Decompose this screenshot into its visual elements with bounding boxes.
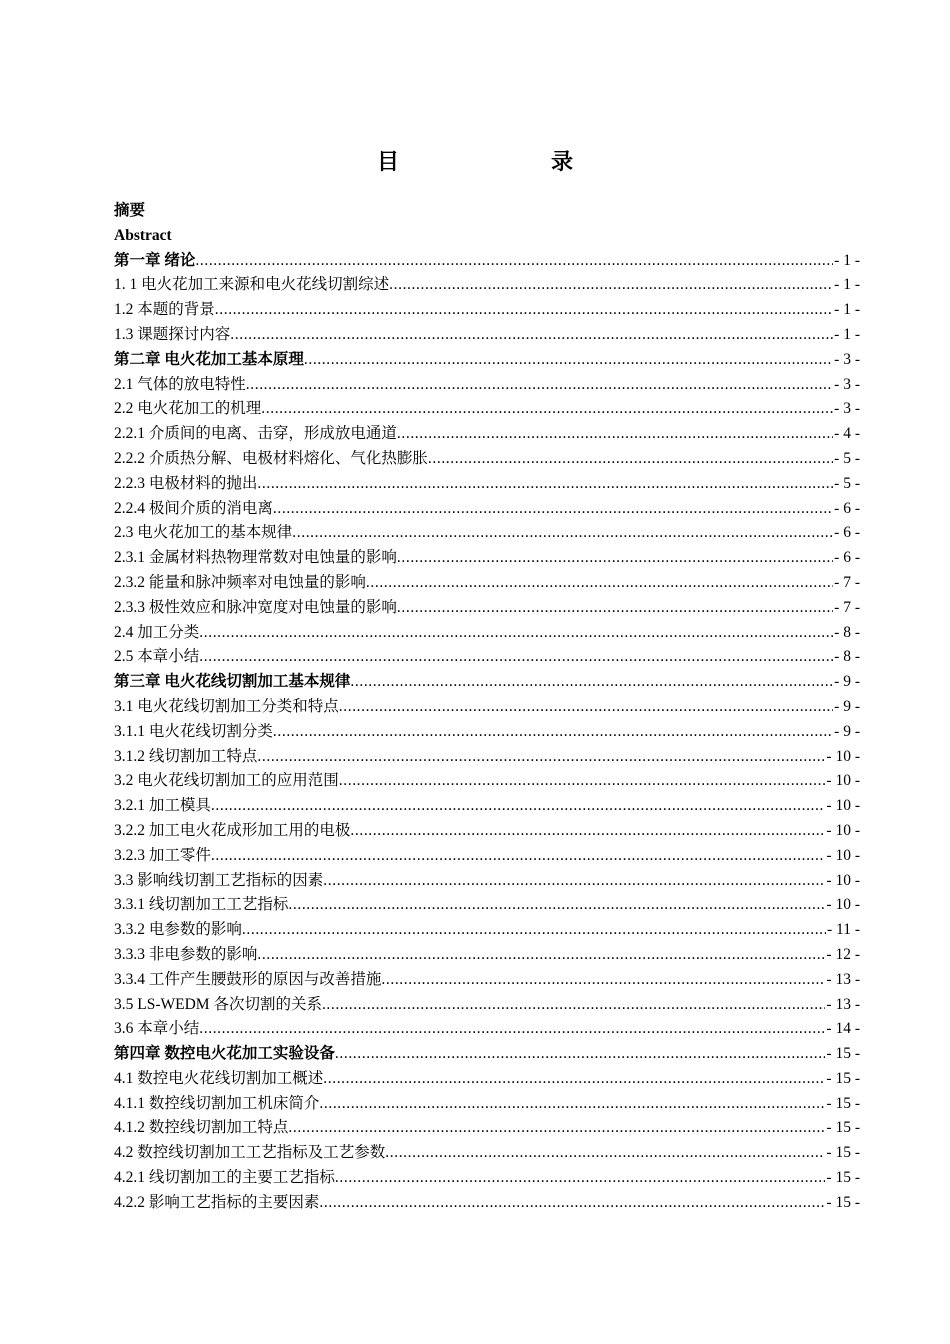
- toc-entry-text: 2.2.3 电极材料的抛出: [114, 474, 258, 492]
- toc-page-number: - 4 -: [834, 425, 860, 443]
- toc-entry-text: 3.3.3 非电参数的影响: [114, 945, 258, 963]
- toc-leader-dots: [323, 869, 825, 894]
- toc-entry[interactable]: [114, 546, 860, 571]
- toc-page-number: - 8 -: [834, 648, 860, 666]
- toc-leader-dots: [199, 621, 833, 646]
- toc-entry-text: 3.5 LS-WEDM 各次切割的关系: [114, 995, 322, 1013]
- toc-entry[interactable]: [114, 943, 860, 968]
- toc-page-number: - 10 -: [826, 896, 860, 914]
- toc-entry[interactable]: [114, 1116, 860, 1141]
- toc-leader-dots: [350, 819, 825, 844]
- toc-leader-dots: [215, 298, 833, 323]
- toc-entry-text: 2.2.1 介质间的电离、击穿，形成放电通道: [114, 425, 397, 443]
- toc-entry-text: 3.2.2 加工电火花成形加工用的电极: [114, 821, 351, 839]
- toc-entry[interactable]: [114, 447, 860, 472]
- toc-entry[interactable]: [114, 596, 860, 621]
- toc-entry[interactable]: [114, 794, 860, 819]
- toc-entry[interactable]: [114, 1092, 860, 1117]
- toc-entry[interactable]: [114, 1141, 860, 1166]
- toc-page-number: - 9 -: [834, 697, 860, 715]
- toc-leader-dots: [381, 968, 825, 993]
- toc-entry[interactable]: [114, 273, 860, 298]
- toc-page-number: - 15 -: [826, 1144, 860, 1162]
- toc-page-number: - 15 -: [826, 1193, 860, 1211]
- toc-page-number: - 12 -: [826, 945, 860, 963]
- toc-leader-dots: [304, 348, 833, 373]
- toc-entry[interactable]: [114, 844, 860, 869]
- toc-page-number: - 11 -: [827, 921, 860, 939]
- toc-entry-text: 4.1.1 数控线切割加工机床简介: [114, 1094, 320, 1112]
- toc-entry-text: 3.1 电火花线切割加工分类和特点: [114, 697, 339, 715]
- toc-page-number: - 6 -: [834, 524, 860, 542]
- toc-leader-dots: [257, 472, 833, 497]
- toc-leader-dots: [335, 1166, 826, 1191]
- toc-entry[interactable]: [114, 323, 860, 348]
- toc-page-number: - 15 -: [826, 1045, 860, 1063]
- toc-page-number: - 13 -: [826, 970, 860, 988]
- toc-page-number: - 1 -: [834, 251, 860, 269]
- toc-page-number: - 1 -: [834, 276, 860, 294]
- toc-entry-text: 第三章 电火花线切割加工基本规律: [114, 673, 351, 691]
- toc-entry-text: 3.1.2 线切割加工特点: [114, 747, 258, 765]
- toc-leader-dots: [322, 993, 825, 1018]
- toc-leader-dots: [397, 422, 833, 447]
- toc-entry[interactable]: [114, 1017, 860, 1042]
- toc-entry-text: 2.4 加工分类: [114, 623, 200, 641]
- toc-entry[interactable]: [114, 869, 860, 894]
- toc-entry-text: 第四章 数控电火花加工实验设备: [114, 1045, 335, 1063]
- toc-entry[interactable]: [114, 720, 860, 745]
- toc-entry-text: 2.3 电火花加工的基本规律: [114, 524, 293, 542]
- toc-page-number: - 1 -: [834, 301, 860, 319]
- toc-entry-text: 3.3 影响线切割工艺指标的因素: [114, 871, 324, 889]
- toc-leader-dots: [230, 323, 833, 348]
- toc-entry-text: 第一章 绪论: [114, 251, 196, 269]
- toc-leader-dots: [335, 1042, 826, 1067]
- toc-entry[interactable]: [114, 497, 860, 522]
- toc-leader-dots: [428, 447, 833, 472]
- toc-leader-dots: [339, 769, 826, 794]
- toc-entry[interactable]: [114, 993, 860, 1018]
- toc-leader-dots: [246, 373, 833, 398]
- toc-page-number: - 9 -: [834, 722, 860, 740]
- toc-title: 目 录: [376, 149, 609, 174]
- toc-entry[interactable]: [114, 670, 860, 695]
- toc-page-number: - 15 -: [826, 1094, 860, 1112]
- toc-leader-dots: [350, 670, 833, 695]
- toc-entry[interactable]: [114, 472, 860, 497]
- toc-entry-text: 3.3.4 工件产生腰鼓形的原因与改善措施: [114, 970, 382, 988]
- toc-page-number: - 10 -: [826, 797, 860, 815]
- toc-entry-text: 2.2 电火花加工的机理: [114, 400, 262, 418]
- toc-entry[interactable]: [114, 1067, 860, 1092]
- toc-leader-dots: [273, 720, 833, 745]
- toc-entry[interactable]: [114, 918, 860, 943]
- toc-leader-dots: [199, 645, 833, 670]
- toc-entry-text: 4.1.2 数控线切割加工特点: [114, 1119, 289, 1137]
- toc-page-number: - 13 -: [826, 995, 860, 1013]
- toc-entry-text: 2.5 本章小结: [114, 648, 200, 666]
- toc-page-number: - 7 -: [834, 598, 860, 616]
- toc-page-number: - 5 -: [834, 449, 860, 467]
- toc-page-number: - 6 -: [834, 549, 860, 567]
- toc-page-number: - 10 -: [826, 821, 860, 839]
- toc-leader-dots: [339, 695, 833, 720]
- toc-entry-text: 3.1.1 电火花线切割分类: [114, 722, 273, 740]
- toc-page-number: - 7 -: [834, 573, 860, 591]
- toc-entry-text: 4.2.1 线切割加工的主要工艺指标: [114, 1169, 335, 1187]
- toc-page-number: - 5 -: [834, 474, 860, 492]
- table-of-contents: [114, 199, 860, 1216]
- toc-entry[interactable]: [114, 521, 860, 546]
- toc-entry-text: 4.2.2 影响工艺指标的主要因素: [114, 1193, 320, 1211]
- toc-entry[interactable]: [114, 695, 860, 720]
- toc-entry[interactable]: [114, 571, 860, 596]
- toc-entry[interactable]: [114, 621, 860, 646]
- toc-front-entry[interactable]: [114, 224, 860, 249]
- toc-entry-text: 2.3.2 能量和脉冲频率对电蚀量的影响: [114, 573, 366, 591]
- toc-entry[interactable]: [114, 348, 860, 373]
- toc-entry[interactable]: [114, 893, 860, 918]
- toc-leader-dots: [397, 596, 833, 621]
- toc-entry[interactable]: [114, 769, 860, 794]
- toc-entry-text: 3.3.2 电参数的影响: [114, 921, 242, 939]
- toc-entry[interactable]: [114, 645, 860, 670]
- toc-page-number: - 9 -: [834, 673, 860, 691]
- toc-leader-dots: [366, 571, 833, 596]
- toc-page-number: - 15 -: [826, 1119, 860, 1137]
- toc-front-entry[interactable]: [114, 199, 860, 224]
- toc-leader-dots: [288, 893, 825, 918]
- toc-leader-dots: [257, 745, 825, 770]
- toc-leader-dots: [242, 918, 826, 943]
- toc-entry-text: 4.2 数控线切割加工工艺指标及工艺参数: [114, 1144, 386, 1162]
- toc-entry-text: 1.2 本题的背景: [114, 301, 215, 319]
- toc-entry-text: 2.1 气体的放电特性: [114, 375, 246, 393]
- toc-page-number: - 3 -: [834, 375, 860, 393]
- toc-leader-dots: [319, 1092, 825, 1117]
- toc-page-number: - 10 -: [826, 747, 860, 765]
- toc-page-number: - 10 -: [826, 871, 860, 889]
- toc-leader-dots: [211, 844, 826, 869]
- toc-page-number: - 14 -: [826, 1020, 860, 1038]
- toc-entry[interactable]: [114, 1166, 860, 1191]
- toc-entry[interactable]: [114, 819, 860, 844]
- toc-entry-text: 2.3.1 金属材料热物理常数对电蚀量的影响: [114, 549, 397, 567]
- toc-entry[interactable]: [114, 968, 860, 993]
- toc-leader-dots: [199, 1017, 825, 1042]
- toc-leader-dots: [389, 273, 833, 298]
- toc-entry-text: Abstract: [114, 226, 172, 244]
- toc-leader-dots: [397, 546, 833, 571]
- toc-leader-dots: [323, 1067, 825, 1092]
- toc-leader-dots: [261, 397, 833, 422]
- toc-entry[interactable]: [114, 1042, 860, 1067]
- toc-entry[interactable]: [114, 1191, 860, 1216]
- toc-leader-dots: [257, 943, 825, 968]
- toc-entry[interactable]: [114, 373, 860, 398]
- toc-leader-dots: [211, 794, 826, 819]
- toc-leader-dots: [273, 497, 833, 522]
- toc-entry[interactable]: [114, 397, 860, 422]
- toc-entry-text: 2.2.2 介质热分解、电极材料熔化、气化热膨胀: [114, 449, 428, 467]
- toc-entry-text: 摘要: [114, 202, 146, 219]
- toc-leader-dots: [385, 1141, 825, 1166]
- toc-entry-text: 3.2 电火花线切割加工的应用范围: [114, 772, 339, 790]
- toc-entry[interactable]: [114, 249, 860, 274]
- toc-entry-text: 3.2.3 加工零件: [114, 846, 211, 864]
- toc-entry-text: 4.1 数控电火花线切割加工概述: [114, 1069, 324, 1087]
- toc-page-number: - 15 -: [826, 1069, 860, 1087]
- toc-page-number: - 10 -: [826, 772, 860, 790]
- toc-page-number: - 6 -: [834, 499, 860, 517]
- toc-entry-text: 1. 1 电火花加工来源和电火花线切割综述: [114, 276, 390, 294]
- toc-entry-text: 3.3.1 线切割加工工艺指标: [114, 896, 289, 914]
- toc-entry-text: 1.3 课题探讨内容: [114, 325, 231, 343]
- toc-entry-text: 2.3.3 极性效应和脉冲宽度对电蚀量的影响: [114, 598, 397, 616]
- toc-entry[interactable]: [114, 422, 860, 447]
- toc-leader-dots: [319, 1191, 825, 1216]
- toc-leader-dots: [292, 521, 833, 546]
- toc-leader-dots: [288, 1116, 825, 1141]
- toc-page-number: - 10 -: [826, 846, 860, 864]
- toc-page-number: - 1 -: [834, 325, 860, 343]
- toc-page-number: - 3 -: [834, 350, 860, 368]
- toc-page-number: - 8 -: [834, 623, 860, 641]
- toc-entry-text: 3.6 本章小结: [114, 1020, 200, 1038]
- toc-page-number: - 15 -: [826, 1169, 860, 1187]
- toc-leader-dots: [195, 249, 833, 274]
- toc-entry[interactable]: [114, 745, 860, 770]
- toc-entry-text: 第二章 电火花加工基本原理: [114, 350, 304, 368]
- toc-entry-text: 3.2.1 加工模具: [114, 797, 211, 815]
- toc-page-number: - 3 -: [834, 400, 860, 418]
- toc-entry[interactable]: [114, 298, 860, 323]
- toc-entry-text: 2.2.4 极间介质的消电离: [114, 499, 273, 517]
